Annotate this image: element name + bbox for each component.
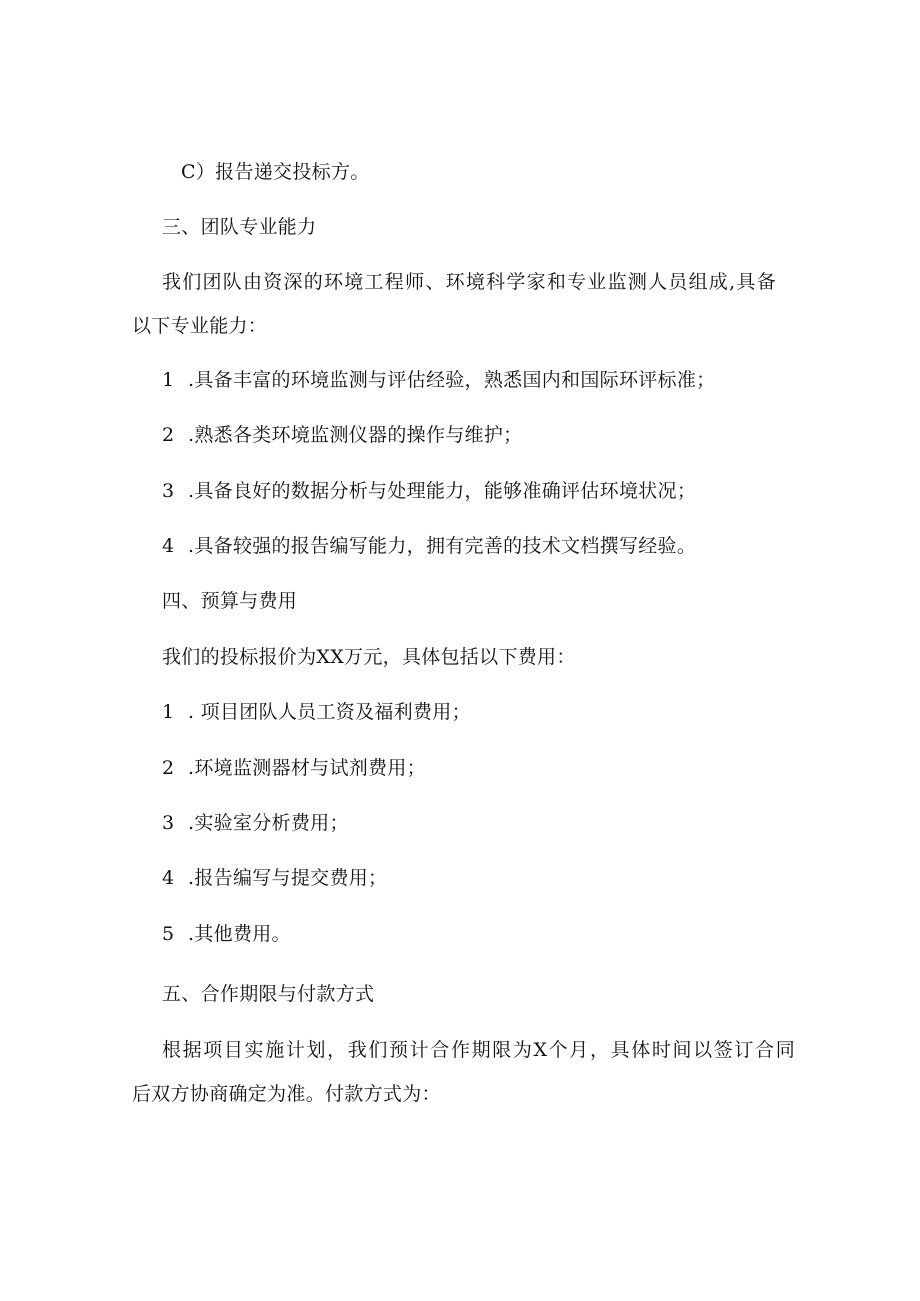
list-item-number: 2 bbox=[162, 757, 175, 779]
item-c: C）报告递交投标方。 bbox=[181, 161, 370, 183]
list-item-text: .具备良好的数据分析与处理能力，能够准确评估环境状况； bbox=[188, 480, 697, 502]
list-item-number: 1 bbox=[162, 369, 175, 391]
section-heading-3: 三、团队专业能力 bbox=[162, 216, 317, 238]
list-item-text: .具备丰富的环境监测与评估经验，熟悉国内和国际环评标准； bbox=[188, 369, 716, 391]
list-item-number: 2 bbox=[162, 424, 175, 446]
list-item-number: 3 bbox=[162, 480, 175, 502]
list-item-text: .环境监测器材与试剂费用； bbox=[188, 757, 426, 779]
list-item bbox=[162, 700, 471, 724]
section-heading-5: 五、合作期限与付款方式 bbox=[162, 983, 375, 1005]
list-item bbox=[162, 479, 696, 503]
list-item-text: .具备较强的报告编写能力，拥有完善的技术文档撰写经验。 bbox=[188, 535, 697, 557]
section4-intro: 我们的投标报价为XX万元，具体包括以下费用： bbox=[162, 646, 576, 668]
list-item bbox=[162, 368, 715, 392]
list-item-text: .实验室分析费用； bbox=[188, 812, 349, 834]
list-item-number: 5 bbox=[162, 923, 175, 945]
list-item bbox=[162, 534, 696, 558]
list-item-text: . 项目团队人员工资及福利费用； bbox=[188, 701, 471, 723]
list-item-text: .报告编写与提交费用； bbox=[188, 867, 388, 889]
list-item-number: 3 bbox=[162, 812, 175, 834]
list-item bbox=[162, 811, 349, 835]
list-item-number: 1 bbox=[162, 701, 175, 723]
list-item-text: .熟悉各类环境监测仪器的操作与维护； bbox=[188, 424, 523, 446]
list-item-number: 4 bbox=[162, 535, 175, 557]
section3-intro-line2: 以下专业能力： bbox=[132, 315, 268, 337]
section5-line1: 根据项目实施计划，我们预计合作期限为X个月，具体时间以签订合同 bbox=[162, 1039, 795, 1061]
list-item-number: 4 bbox=[162, 867, 175, 889]
list-item bbox=[162, 756, 426, 780]
list-item bbox=[162, 866, 387, 890]
list-item-text: .其他费用。 bbox=[188, 923, 291, 945]
section3-intro-line1: 我们团队由资深的环境工程师、环境科学家和专业监测人员组成,具备 bbox=[162, 271, 776, 293]
list-item bbox=[162, 423, 522, 447]
section-heading-4: 四、预算与费用 bbox=[162, 590, 298, 612]
section5-line2: 后双方协商确定为准。付款方式为： bbox=[132, 1083, 441, 1105]
list-item bbox=[162, 922, 291, 946]
